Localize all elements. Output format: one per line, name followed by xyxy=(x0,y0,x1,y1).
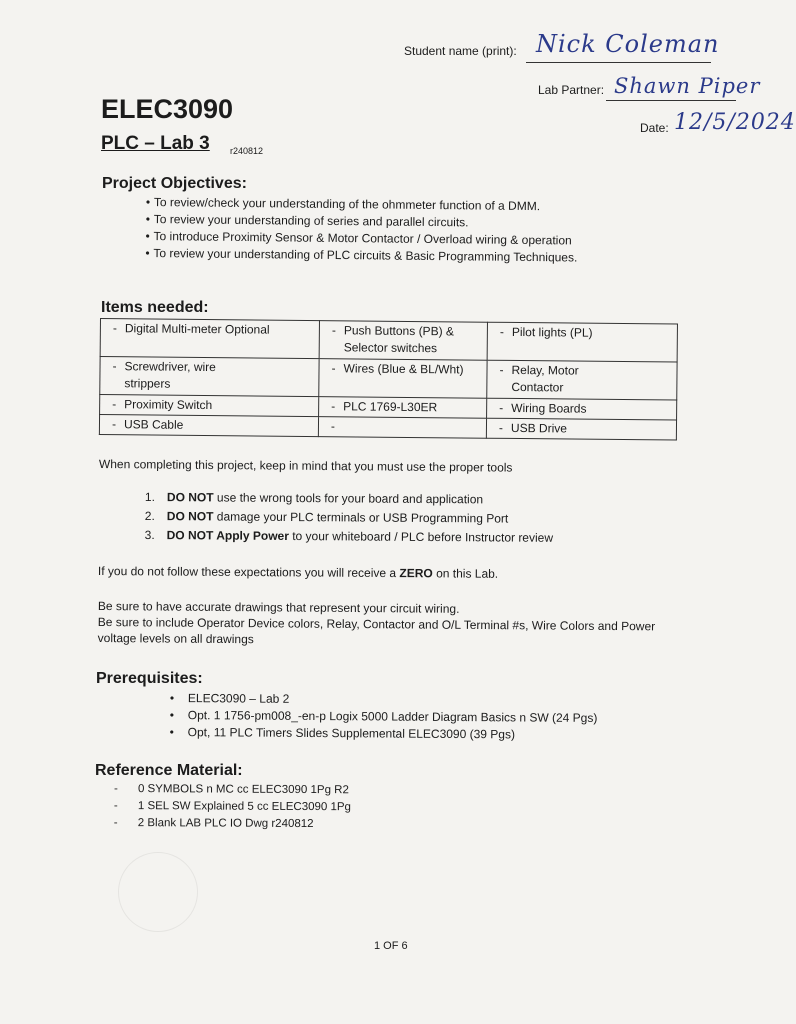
reference-item: - 2 Blank LAB PLC IO Dwg r240812 xyxy=(113,816,314,831)
table-cell: - PLC 1769-L30ER xyxy=(319,397,487,419)
table-cell: - Push Buttons (PB) & Selector switches xyxy=(319,321,487,361)
student-name-value: Nick Coleman xyxy=(536,30,720,58)
objectives-list xyxy=(145,194,578,267)
prerequisite-item: • Opt. 1 1756-pm008_-en-p Logix 5000 Ladder Diagram Basics n SW (24 Pgs) xyxy=(170,707,598,727)
objective-item: • To review/check your understanding of the ohmmeter function of a DMM. xyxy=(146,194,578,216)
rules-list xyxy=(145,488,554,548)
drawing-instructions: Be sure to have accurate drawings that represent your circuit wiring. Be sure to include Operator Device colors, Relay, Contactor and O/L Terminal #s, Wire Colors and Power voltage levels on all drawings xyxy=(97,598,656,647)
revision-code: r240812 xyxy=(230,146,264,156)
date-value: 12/5/2024 xyxy=(674,110,796,135)
table-cell: - Wiring Boards xyxy=(487,398,677,420)
prerequisites-heading: Prerequisites: xyxy=(96,670,203,687)
objective-item: • To introduce Proximity Sensor & Motor Contactor / Overload wiring & operation xyxy=(145,228,577,250)
prerequisite-item: • Opt, 11 PLC Timers Slides Supplemental ELEC3090 (39 Pgs) xyxy=(170,724,598,744)
table-cell: - xyxy=(318,417,486,439)
table-cell: - Wires (Blue & BL/Wht) xyxy=(319,359,487,399)
zero-warning: If you do not follow these expectations you will receive a ZERO on this Lab. xyxy=(97,564,499,581)
student-name-label: Student name (print): xyxy=(404,44,517,58)
prerequisite-item: • ELEC3090 – Lab 2 xyxy=(170,690,598,710)
table-cell: - USB Cable xyxy=(99,415,318,437)
table-cell: - USB Drive xyxy=(486,418,676,440)
lab-partner-line xyxy=(606,100,736,101)
rule-item: 3. DO NOT Apply Power to your whiteboard / PLC before Instructor review xyxy=(144,527,554,545)
table-row xyxy=(100,319,677,363)
date-label: Date: xyxy=(640,121,669,135)
table-row xyxy=(99,415,676,441)
student-name-line xyxy=(526,62,711,63)
faint-stamp xyxy=(118,852,198,932)
reference-item: - 0 SYMBOLS n MC cc ELEC3090 1Pg R2 xyxy=(113,783,349,797)
objectives-heading: Project Objectives: xyxy=(102,175,247,192)
prerequisites-list xyxy=(170,690,598,744)
tools-intro: When completing this project, keep in mind that you must use the proper tools xyxy=(98,457,513,475)
lab-partner-label: Lab Partner: xyxy=(538,83,605,97)
reference-item: - 1 SEL SW Explained 5 cc ELEC3090 1Pg xyxy=(113,799,351,814)
table-cell: - Proximity Switch xyxy=(100,395,319,417)
table-cell: - Pilot lights (PL) xyxy=(487,322,677,362)
lab-partner-value: Shawn Piper xyxy=(614,74,761,98)
table-cell: - Screwdriver, wire strippers xyxy=(100,357,319,397)
items-needed-heading: Items needed: xyxy=(101,299,209,316)
reference-heading: Reference Material: xyxy=(95,762,243,779)
rule-item: 2. DO NOT damage your PLC terminals or USB Programming Port xyxy=(144,508,509,526)
table-cell: - Relay, Motor Contactor xyxy=(487,360,677,400)
page-number: 1 OF 6 xyxy=(374,940,408,952)
reference-list xyxy=(114,781,351,833)
table-cell: - Digital Multi-meter Optional xyxy=(100,319,319,359)
course-title: ELEC3090 xyxy=(101,94,234,124)
table-row xyxy=(100,357,677,401)
rule-item: 1. DO NOT use the wrong tools for your board and application xyxy=(144,489,484,507)
objective-item: • To review your understanding of series and parallel circuits. xyxy=(146,211,578,233)
lab-title: PLC – Lab 3 xyxy=(101,133,210,154)
items-needed-table xyxy=(99,318,678,441)
objective-item: • To review your understanding of PLC circuits & Basic Programming Techniques. xyxy=(145,245,577,267)
